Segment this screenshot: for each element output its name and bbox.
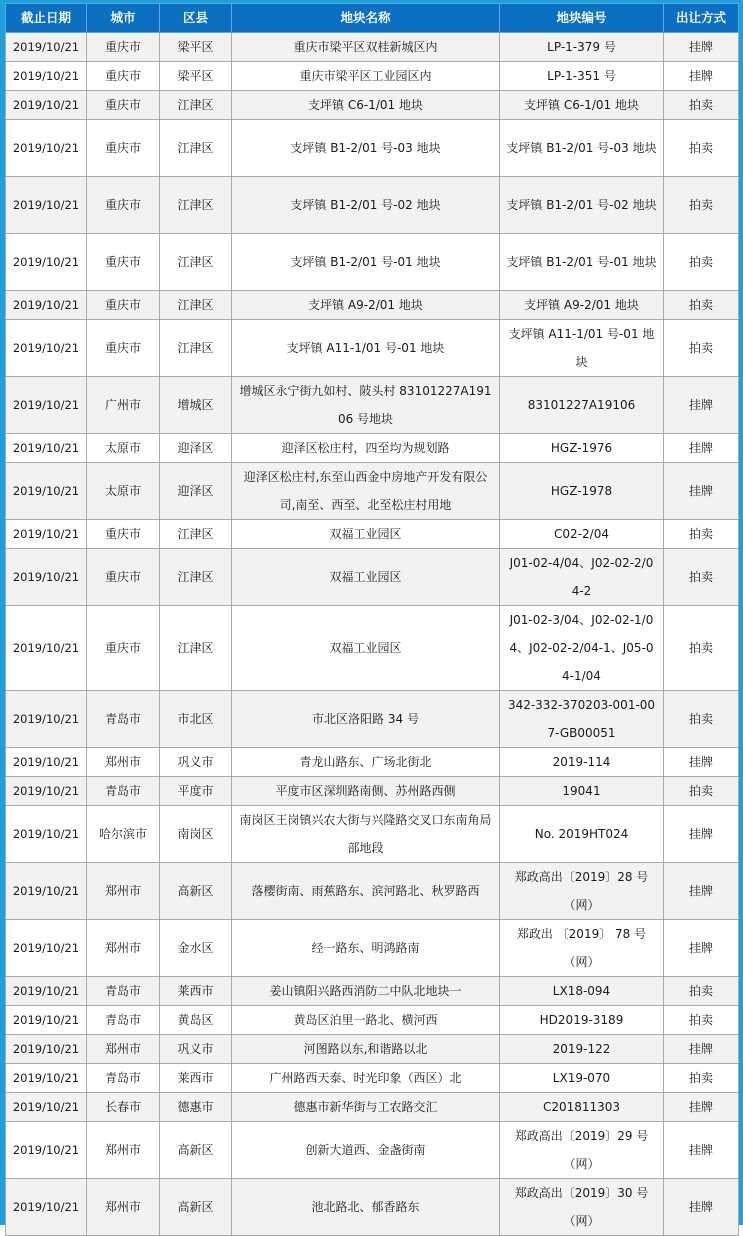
cell-deadline-date: 2019/10/21: [6, 606, 87, 691]
cell-deadline-date: 2019/10/21: [6, 863, 87, 920]
cell-deadline-date: 2019/10/21: [6, 91, 87, 120]
cell-city: 重庆市: [87, 520, 160, 549]
header-transfer-method: 出让方式: [664, 4, 739, 33]
cell-district: 江津区: [160, 606, 232, 691]
cell-transfer-method: 拍卖: [664, 606, 739, 691]
cell-transfer-method: 拍卖: [664, 291, 739, 320]
cell-parcel-name: 经一路东、明鸿路南: [232, 920, 500, 977]
cell-parcel-code: 郑政高出〔2019〕29 号（网）: [500, 1122, 664, 1179]
cell-parcel-code: 支坪镇 B1-2/01 号-01 地块: [500, 234, 664, 291]
table-row: [6, 91, 739, 120]
cell-district: 巩义市: [160, 748, 232, 777]
cell-parcel-code: LX19-070: [500, 1064, 664, 1093]
cell-parcel-name: 重庆市梁平区双桂新城区内: [232, 33, 500, 62]
table-row: [6, 1093, 739, 1122]
cell-city: 重庆市: [87, 91, 160, 120]
cell-transfer-method: 拍卖: [664, 691, 739, 748]
cell-transfer-method: 挂牌: [664, 463, 739, 520]
cell-parcel-name: 双福工业园区: [232, 606, 500, 691]
table-row: [6, 120, 739, 177]
cell-parcel-name: 重庆市梁平区工业园区内: [232, 62, 500, 91]
cell-parcel-code: 郑政高出〔2019〕30 号（网）: [500, 1179, 664, 1236]
cell-parcel-code: J01-02-3/04、J02-02-1/04、J02-02-2/04-1、J05-04-1/04: [500, 606, 664, 691]
cell-district: 江津区: [160, 234, 232, 291]
cell-district: 江津区: [160, 177, 232, 234]
cell-transfer-method: 挂牌: [664, 920, 739, 977]
cell-parcel-name: 支坪镇 A11-1/01 号-01 地块: [232, 320, 500, 377]
cell-parcel-code: LX18-094: [500, 977, 664, 1006]
cell-transfer-method: 挂牌: [664, 434, 739, 463]
cell-deadline-date: 2019/10/21: [6, 777, 87, 806]
cell-parcel-name: 南岗区王岗镇兴农大街与兴隆路交叉口东南角局部地段: [232, 806, 500, 863]
cell-parcel-code: HGZ-1976: [500, 434, 664, 463]
cell-city: 郑州市: [87, 1122, 160, 1179]
table-body: [6, 33, 739, 1236]
cell-deadline-date: 2019/10/21: [6, 1035, 87, 1064]
cell-parcel-name: 支坪镇 B1-2/01 号-03 地块: [232, 120, 500, 177]
cell-parcel-name: 市北区洛阳路 34 号: [232, 691, 500, 748]
cell-district: 平度市: [160, 777, 232, 806]
cell-district: 莱西市: [160, 1064, 232, 1093]
table-row: [6, 1122, 739, 1179]
cell-parcel-code: 支坪镇 B1-2/01 号-02 地块: [500, 177, 664, 234]
cell-parcel-name: 双福工业园区: [232, 520, 500, 549]
cell-parcel-code: J01-02-4/04、J02-02-2/04-2: [500, 549, 664, 606]
cell-parcel-name: 增城区永宁街九如村、陂头村 83101227A19106 号地块: [232, 377, 500, 434]
table-row: [6, 920, 739, 977]
cell-district: 高新区: [160, 1179, 232, 1236]
cell-parcel-code: C02-2/04: [500, 520, 664, 549]
cell-parcel-name: 支坪镇 A9-2/01 地块: [232, 291, 500, 320]
cell-parcel-name: 平度市区深圳路南侧、苏州路西侧: [232, 777, 500, 806]
cell-transfer-method: 挂牌: [664, 62, 739, 91]
cell-deadline-date: 2019/10/21: [6, 377, 87, 434]
cell-district: 江津区: [160, 91, 232, 120]
table-row: [6, 33, 739, 62]
cell-deadline-date: 2019/10/21: [6, 1064, 87, 1093]
cell-district: 江津区: [160, 291, 232, 320]
cell-transfer-method: 拍卖: [664, 177, 739, 234]
cell-parcel-name: 河图路以东,和谐路以北: [232, 1035, 500, 1064]
cell-parcel-name: 支坪镇 C6-1/01 地块: [232, 91, 500, 120]
table-row: [6, 320, 739, 377]
cell-parcel-name: 青龙山路东、广场北街北: [232, 748, 500, 777]
cell-city: 广州市: [87, 377, 160, 434]
cell-city: 重庆市: [87, 33, 160, 62]
table-row: [6, 863, 739, 920]
cell-district: 德惠市: [160, 1093, 232, 1122]
cell-parcel-code: 83101227A19106: [500, 377, 664, 434]
cell-transfer-method: 拍卖: [664, 1006, 739, 1035]
cell-district: 迎泽区: [160, 434, 232, 463]
table-row: [6, 234, 739, 291]
cell-transfer-method: 挂牌: [664, 806, 739, 863]
table-row: [6, 291, 739, 320]
cell-deadline-date: 2019/10/21: [6, 33, 87, 62]
header-city: 城市: [87, 4, 160, 33]
cell-parcel-code: LP-1-379 号: [500, 33, 664, 62]
cell-parcel-code: HD2019-3189: [500, 1006, 664, 1035]
table-row: [6, 177, 739, 234]
cell-transfer-method: 挂牌: [664, 1122, 739, 1179]
cell-transfer-method: 挂牌: [664, 1179, 739, 1236]
cell-transfer-method: 拍卖: [664, 120, 739, 177]
cell-city: 青岛市: [87, 977, 160, 1006]
cell-transfer-method: 拍卖: [664, 549, 739, 606]
cell-city: 哈尔滨市: [87, 806, 160, 863]
cell-city: 郑州市: [87, 1179, 160, 1236]
cell-city: 郑州市: [87, 1035, 160, 1064]
cell-parcel-name: 迎泽区松庄村,东至山西金中房地产开发有限公司,南至、西至、北至松庄村用地: [232, 463, 500, 520]
cell-parcel-code: No. 2019HT024: [500, 806, 664, 863]
cell-district: 金水区: [160, 920, 232, 977]
land-auction-table: [5, 3, 739, 1236]
cell-deadline-date: 2019/10/21: [6, 177, 87, 234]
cell-deadline-date: 2019/10/21: [6, 234, 87, 291]
cell-deadline-date: 2019/10/21: [6, 291, 87, 320]
cell-parcel-code: 2019-114: [500, 748, 664, 777]
cell-city: 重庆市: [87, 120, 160, 177]
header-deadline-date: 截止日期: [6, 4, 87, 33]
table-row: [6, 777, 739, 806]
table-row: [6, 549, 739, 606]
table-row: [6, 463, 739, 520]
cell-deadline-date: 2019/10/21: [6, 1122, 87, 1179]
cell-transfer-method: 挂牌: [664, 863, 739, 920]
cell-city: 太原市: [87, 434, 160, 463]
cell-district: 市北区: [160, 691, 232, 748]
cell-district: 黄岛区: [160, 1006, 232, 1035]
table-row: [6, 691, 739, 748]
cell-parcel-code: LP-1-351 号: [500, 62, 664, 91]
cell-parcel-name: 迎泽区松庄村，四至均为规划路: [232, 434, 500, 463]
cell-parcel-code: 342-332-370203-001-007-GB00051: [500, 691, 664, 748]
cell-parcel-name: 支坪镇 B1-2/01 号-02 地块: [232, 177, 500, 234]
cell-transfer-method: 挂牌: [664, 1035, 739, 1064]
cell-parcel-code: 支坪镇 C6-1/01 地块: [500, 91, 664, 120]
table-header-row: [6, 4, 739, 33]
cell-transfer-method: 拍卖: [664, 520, 739, 549]
cell-deadline-date: 2019/10/21: [6, 920, 87, 977]
cell-city: 重庆市: [87, 177, 160, 234]
table-row: [6, 520, 739, 549]
cell-deadline-date: 2019/10/21: [6, 691, 87, 748]
cell-parcel-code: 支坪镇 A11-1/01 号-01 地块: [500, 320, 664, 377]
cell-deadline-date: 2019/10/21: [6, 806, 87, 863]
cell-city: 重庆市: [87, 549, 160, 606]
cell-district: 增城区: [160, 377, 232, 434]
table-row: [6, 434, 739, 463]
cell-deadline-date: 2019/10/21: [6, 62, 87, 91]
cell-district: 高新区: [160, 1122, 232, 1179]
table-row: [6, 1035, 739, 1064]
cell-city: 青岛市: [87, 1006, 160, 1035]
cell-district: 江津区: [160, 120, 232, 177]
cell-city: 长春市: [87, 1093, 160, 1122]
cell-transfer-method: 挂牌: [664, 33, 739, 62]
header-parcel-name: 地块名称: [232, 4, 500, 33]
table-row: [6, 377, 739, 434]
cell-city: 重庆市: [87, 62, 160, 91]
cell-transfer-method: 挂牌: [664, 748, 739, 777]
cell-deadline-date: 2019/10/21: [6, 1006, 87, 1035]
cell-district: 梁平区: [160, 62, 232, 91]
cell-transfer-method: 拍卖: [664, 1064, 739, 1093]
cell-parcel-code: C201811303: [500, 1093, 664, 1122]
cell-parcel-code: 19041: [500, 777, 664, 806]
cell-deadline-date: 2019/10/21: [6, 520, 87, 549]
cell-parcel-code: 郑政出 〔2019〕 78 号（网）: [500, 920, 664, 977]
header-district: 区县: [160, 4, 232, 33]
cell-district: 巩义市: [160, 1035, 232, 1064]
cell-district: 江津区: [160, 320, 232, 377]
cell-parcel-code: 郑政高出〔2019〕28 号（网）: [500, 863, 664, 920]
cell-parcel-name: 双福工业园区: [232, 549, 500, 606]
cell-parcel-name: 姜山镇阳兴路西消防二中队北地块一: [232, 977, 500, 1006]
cell-city: 青岛市: [87, 777, 160, 806]
cell-parcel-code: 支坪镇 A9-2/01 地块: [500, 291, 664, 320]
table-row: [6, 1179, 739, 1236]
cell-deadline-date: 2019/10/21: [6, 977, 87, 1006]
cell-transfer-method: 挂牌: [664, 1093, 739, 1122]
cell-transfer-method: 拍卖: [664, 977, 739, 1006]
cell-district: 迎泽区: [160, 463, 232, 520]
cell-deadline-date: 2019/10/21: [6, 120, 87, 177]
cell-city: 重庆市: [87, 234, 160, 291]
cell-district: 高新区: [160, 863, 232, 920]
cell-transfer-method: 拍卖: [664, 777, 739, 806]
cell-city: 太原市: [87, 463, 160, 520]
cell-parcel-name: 黄岛区泊里一路北、横河西: [232, 1006, 500, 1035]
table-row: [6, 977, 739, 1006]
cell-deadline-date: 2019/10/21: [6, 463, 87, 520]
cell-parcel-name: 广州路西天泰、时光印象（西区）北: [232, 1064, 500, 1093]
cell-district: 南岗区: [160, 806, 232, 863]
cell-city: 重庆市: [87, 320, 160, 377]
table-row: [6, 1006, 739, 1035]
cell-deadline-date: 2019/10/21: [6, 549, 87, 606]
cell-city: 重庆市: [87, 291, 160, 320]
cell-transfer-method: 拍卖: [664, 234, 739, 291]
cell-city: 郑州市: [87, 920, 160, 977]
cell-city: 郑州市: [87, 748, 160, 777]
cell-deadline-date: 2019/10/21: [6, 434, 87, 463]
cell-deadline-date: 2019/10/21: [6, 1093, 87, 1122]
table-row: [6, 606, 739, 691]
cell-transfer-method: 拍卖: [664, 91, 739, 120]
cell-city: 郑州市: [87, 863, 160, 920]
cell-district: 江津区: [160, 549, 232, 606]
cell-parcel-code: 2019-122: [500, 1035, 664, 1064]
cell-district: 梁平区: [160, 33, 232, 62]
cell-deadline-date: 2019/10/21: [6, 320, 87, 377]
cell-parcel-name: 落樱街南、雨蕉路东、滨河路北、秋罗路西: [232, 863, 500, 920]
cell-parcel-name: 池北路北、郁香路东: [232, 1179, 500, 1236]
cell-transfer-method: 拍卖: [664, 320, 739, 377]
cell-transfer-method: 挂牌: [664, 377, 739, 434]
cell-parcel-code: 支坪镇 B1-2/01 号-03 地块: [500, 120, 664, 177]
cell-parcel-name: 创新大道西、金盏街南: [232, 1122, 500, 1179]
cell-city: 青岛市: [87, 1064, 160, 1093]
cell-city: 青岛市: [87, 691, 160, 748]
cell-parcel-name: 德惠市新华街与工农路交汇: [232, 1093, 500, 1122]
cell-deadline-date: 2019/10/21: [6, 1179, 87, 1236]
table-row: [6, 806, 739, 863]
header-parcel-code: 地块编号: [500, 4, 664, 33]
cell-district: 江津区: [160, 520, 232, 549]
cell-parcel-code: HGZ-1978: [500, 463, 664, 520]
cell-deadline-date: 2019/10/21: [6, 748, 87, 777]
cell-parcel-name: 支坪镇 B1-2/01 号-01 地块: [232, 234, 500, 291]
table-row: [6, 1064, 739, 1093]
cell-district: 莱西市: [160, 977, 232, 1006]
table-row: [6, 62, 739, 91]
cell-city: 重庆市: [87, 606, 160, 691]
table-row: [6, 748, 739, 777]
